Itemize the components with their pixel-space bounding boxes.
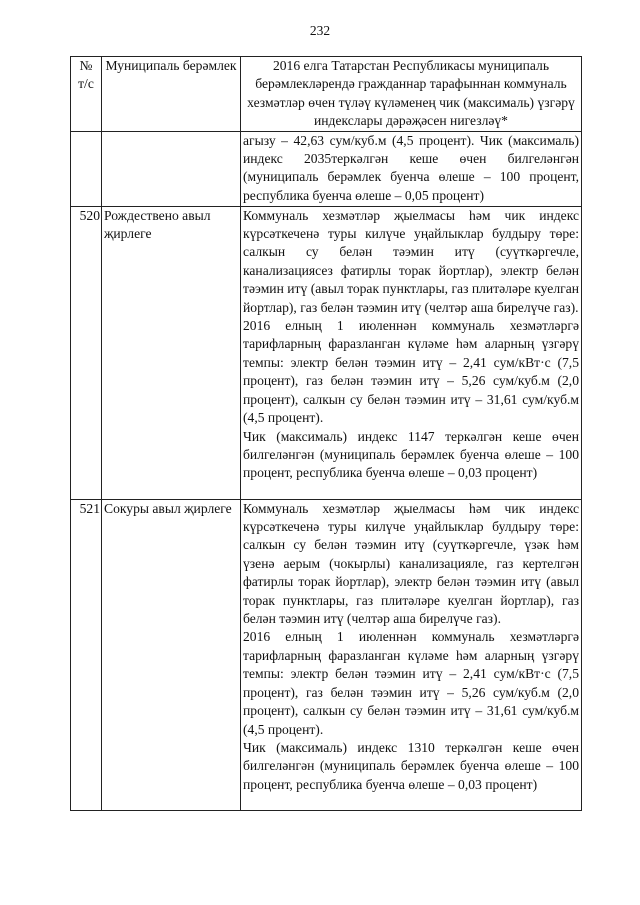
table-row [71, 206, 582, 499]
row-municipality: Сокуры авыл җирлеге [102, 499, 241, 810]
row-municipality: Рождествено авыл җирлеге [102, 206, 241, 499]
description-paragraph: агызу – 42,63 сум/куб.м (4,5 процент). Чик (максималь) индекс 2035теркәлгән кеше өчен билгеләнгән (муниципаль берәмлек буенча өлеше – 100 процент, республика буенча өлеше – 0,05 процент) [243, 132, 579, 203]
description-paragraph: Коммуналь хезмәтләр җыелмасы һәм чик индекс күрсәткеченә туры килүче уңайлыклар булдыру төре: салкын су белән тәэмин итү (суүткәргечле, канализациясез фатирлы торак йортлар), электр белән тәэмин итү (авыл торак пунктлары, газ плитәләре куелган йортлар), газ белән тәэмин итү (челтәр аша бирелүче газ). [243, 207, 579, 315]
header-municipality: Муниципаль берәмлек [102, 57, 241, 132]
table-row [71, 131, 582, 206]
description-paragraph: Коммуналь хезмәтләр җыелмасы һәм чик индекс күрсәткеченә туры килүче уңайлыклар булдыру төре: салкын су белән тәэмин итү (суүткәргечле, үзәк һәм үзенә аерым (чокырлы) канализацияле, газ кертелгән фатирлы торак йортлар), электр белән тәэмин итү (авыл торак пунктлары, газ плитәләре куелган йортлар), газ белән тәэмин итү (челтәр аша бирелүче газ). [243, 500, 579, 627]
row-municipality [102, 131, 241, 206]
page-number: 232 [309, 23, 331, 38]
row-description [241, 131, 582, 206]
description-paragraph: Чик (максималь) индекс 1310 теркәлгән кеше өчен билгеләнгән (муниципаль берәмлек буенча өлеше – 100 процент, республика буенча өлеше – 0,03 процент) [243, 739, 579, 792]
row-description [241, 499, 582, 810]
header-number: № т/с [71, 57, 102, 132]
description-paragraph: Чик (максималь) индекс 1147 теркәлгән кеше өчен билгеләнгән (муниципаль берәмлек буенча өлеше – 100 процент, республика буенча өлеше – 0,03 процент) [243, 428, 579, 481]
description-paragraph: 2016 елның 1 июленнән коммуналь хезмәтләргә тарифларның фаразланган күләме һәм аларның үзгәрү темпы: электр белән тәэмин итү – 2,41 сум/кВт·с (7,5 процент), газ белән тәэмин итү – 5,26 сум/куб.м (2,0 процент), салкын су белән тәэмин итү – 31,61 сум/куб.м (4,5 процент). [243, 318, 579, 426]
table-header-row [71, 57, 582, 132]
row-number: 521 [71, 499, 102, 810]
tariff-index-table [70, 56, 582, 811]
row-number [71, 131, 102, 206]
row-description [241, 206, 582, 499]
row-number: 520 [71, 206, 102, 499]
description-paragraph: 2016 елның 1 июленнән коммуналь хезмәтләргә тарифларның фаразланган күләме һәм аларның үзгәрү темпы: электр белән тәэмин итү – 2,41 сум/кВт·с (7,5 процент), газ белән тәэмин итү – 5,26 сум/куб.м (2,0 процент), салкын су белән тәэмин итү – 31,61 сум/куб.м (4,5 процент). [243, 629, 579, 737]
table-row [71, 499, 582, 810]
header-description: 2016 елга Татарстан Республикасы муниципаль берәмлекләрендә гражданнар тарафыннан коммуналь хезмәтләр өчен түләү күләменең чик (максималь) үзгәрү индекслары дәрәҗәсен нигезләү* [241, 57, 582, 132]
